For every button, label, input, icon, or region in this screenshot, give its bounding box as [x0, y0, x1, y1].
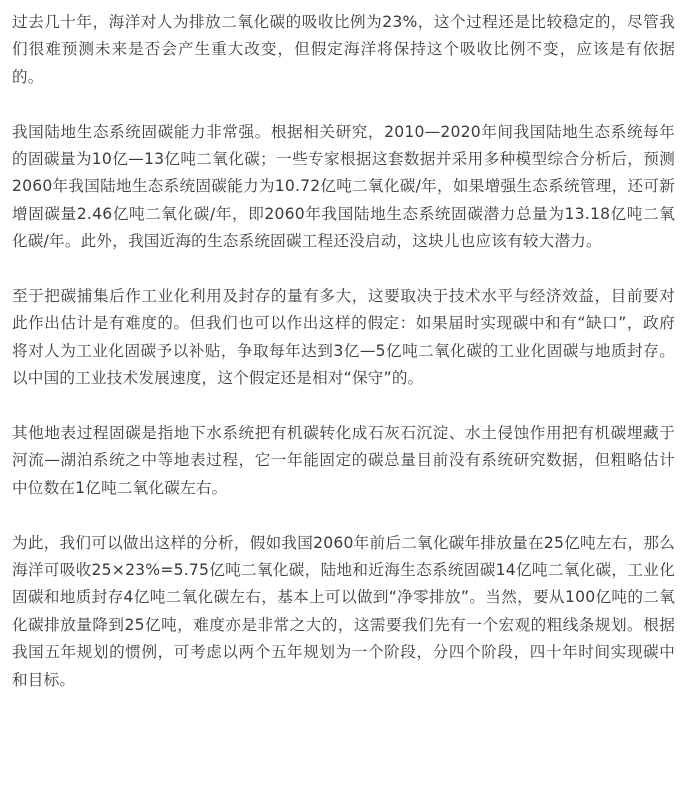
paragraph-spacer	[12, 502, 675, 529]
paragraph-analysis-plan: 为此，我们可以做出这样的分析，假如我国2060年前后二氧化碳年排放量在25亿吨左右，那么海洋可吸收25×23%=5.75亿吨二氧化碳，陆地和近海生态系统固碳14亿吨二氧化碳，工业化固碳和地质封存4亿吨二氧化碳左右，基本上可以做到“净零排放”。当然，要从100亿吨的二氧化碳排放量降到25亿吨，难度亦是非常之大的，这需要我们先有一个宏观的粗线条规划。根据我国五年规划的惯例，可考虑以两个五年规划为一个阶段，分四个阶段，四十年时间实现碳中和目标。	[12, 533, 675, 689]
article-body	[12, 0, 675, 694]
paragraph-spacer	[12, 91, 675, 118]
paragraph-ocean-absorption: 过去几十年，海洋对人为排放二氧化碳的吸收比例为23%，这个过程还是比较稳定的，尽管我们很难预测未来是否会产生重大改变，但假定海洋将保持这个吸收比例不变，应该是有依据的。	[12, 13, 675, 86]
paragraph-spacer	[12, 256, 675, 283]
paragraph-land-ecosystem: 我国陆地生态系统固碳能力非常强。根据相关研究，2010—2020年间我国陆地生态系统每年的固碳量为10亿—13亿吨二氧化碳；一些专家根据这套数据并采用多种模型综合分析后，预测2060年我国陆地生态系统固碳能力为10.72亿吨二氧化碳/年，如果增强生态系统管理，还可新增固碳量2.46亿吨二氧化碳/年，即2060年我国陆地生态系统固碳潜力总量为13.18亿吨二氧化碳/年。此外，我国近海的生态系统固碳工程还没启动，这块儿也应该有较大潜力。	[12, 122, 675, 251]
paragraph-carbon-capture: 至于把碳捕集后作工业化利用及封存的量有多大，这要取决于技术水平与经济效益，目前要对此作出估计是有难度的。但我们也可以作出这样的假定：如果届时实现碳中和有“缺口”，政府将对人为工业化固碳予以补贴，争取每年达到3亿—5亿吨二氧化碳的工业化固碳与地质封存。以中国的工业技术发展速度，这个假定还是相对“保守”的。	[12, 287, 675, 388]
paragraph-surface-processes: 其他地表过程固碳是指地下水系统把有机碳转化成石灰石沉淀、水土侵蚀作用把有机碳埋藏于河流—湖泊系统之中等地表过程，它一年能固定的碳总量目前没有系统研究数据，但粗略估计中位数在1亿吨二氧化碳左右。	[12, 424, 675, 497]
paragraph-spacer	[12, 393, 675, 420]
